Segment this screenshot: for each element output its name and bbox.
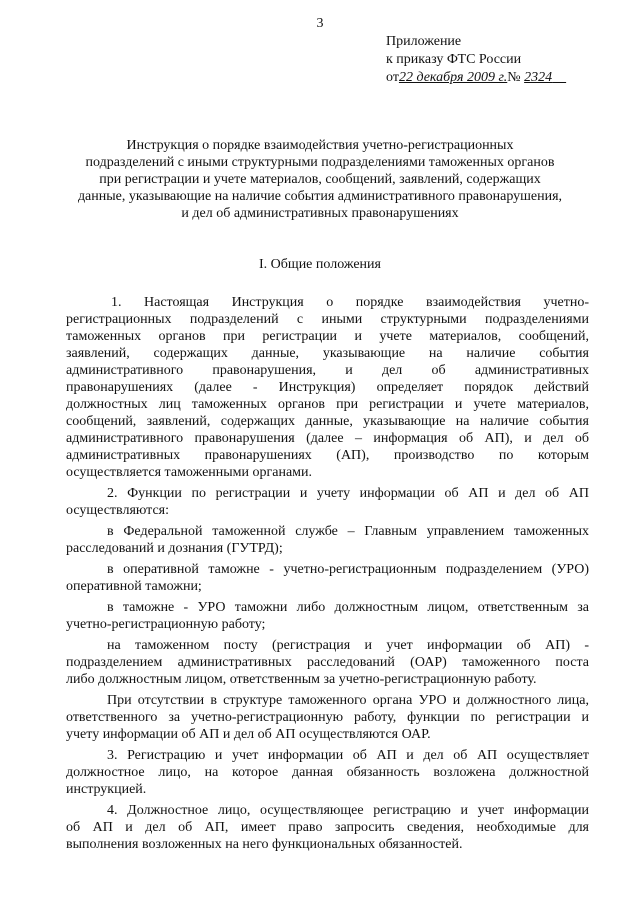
text-line: административного правонарушения, и дел об административных: [66, 363, 589, 378]
paragraph-4: [66, 802, 589, 853]
text-line: должностное лицо, на которое данная обязанность возложена должностной: [66, 765, 589, 780]
title-line: данные, указывающие на наличие события административного правонарушения,: [77, 189, 563, 204]
text-line: подразделением административных расследований (ОАР) таможенного поста: [66, 655, 589, 670]
page-number: 3: [316, 16, 324, 31]
text-line: об АП и дел об АП, имеет право запросить сведения, необходимые для: [66, 820, 589, 835]
text-line: должностных лиц таможенных органов при регистрации и учете материалов,: [66, 397, 589, 412]
text-line: административного правонарушения (далее – информация об АП), и дел об: [66, 431, 589, 446]
text-line: инструкцией.: [66, 782, 147, 797]
section-heading: I. Общие положения: [259, 257, 381, 272]
text-line: таможенных органов при регистрации и учете материалов, сообщений,: [66, 329, 589, 344]
appendix-order-date-line: [386, 69, 566, 87]
appendix-label: Приложение: [386, 34, 462, 49]
text-line: регистрационных подразделений с иными структурными подразделениями: [66, 312, 589, 327]
text-line: ответственного за учетно-регистрационную работу, функции по регистрации и: [66, 710, 589, 725]
paragraph-3: [66, 747, 589, 798]
appendix-order-reference: к приказу ФТС России: [386, 52, 522, 67]
text-line: учету информации об АП и дел об АП осуществляются ОАР.: [66, 727, 431, 742]
order-number-prefix: №: [507, 70, 521, 85]
title-line: и дел об административных правонарушениях: [181, 206, 459, 221]
text-line: административных правонарушениях (АП), производство по которым: [66, 448, 589, 463]
text-line: правонарушениях (далее - Инструкция) определяет порядок действий: [66, 380, 589, 395]
document-title: [60, 137, 580, 222]
text-line: 4. Должностное лицо, осуществляющее регистрацию и учет информации: [107, 803, 589, 818]
paragraph-federal-service: [66, 523, 589, 557]
text-line: учетно-регистрационную работу;: [66, 617, 266, 632]
paragraph-customs-post: [66, 637, 589, 688]
paragraph-2: [66, 485, 589, 519]
text-line: на таможенном посту (регистрация и учет информации об АП) -: [107, 638, 589, 653]
text-line: выполнения возложенных на него функциональных обязанностей.: [66, 837, 463, 852]
text-line: 1. Настоящая Инструкция о порядке взаимодействия учетно-: [111, 295, 589, 310]
title-line: при регистрации и учете материалов, сообщений, заявлений, содержащих: [99, 172, 541, 187]
text-line: сообщений, заявлений, содержащих данные, указывающие на наличие события: [66, 414, 589, 429]
text-line: расследований и дознания (ГУТРД);: [66, 541, 283, 556]
text-line: осуществляются:: [66, 503, 170, 518]
paragraph-absence: [66, 692, 589, 743]
text-line: При отсутствии в структуре таможенного органа УРО и должностного лица,: [107, 693, 589, 708]
paragraph-operative-customs: [66, 561, 589, 595]
text-line: заявлений, содержащих данные, указывающие на наличие события: [66, 346, 589, 361]
document-body: [66, 294, 589, 853]
text-line: 3. Регистрацию и учет информации об АП и дел об АП осуществляет: [107, 748, 589, 763]
title-line: Инструкция о порядке взаимодействия учетно-регистрационных: [126, 138, 514, 153]
paragraph-customs: [66, 599, 589, 633]
order-date: 22 декабря 2009 г.: [398, 70, 508, 85]
text-line: осуществляется таможенными органами.: [66, 465, 313, 480]
order-number-underline-tail: [552, 70, 566, 85]
text-line: в оперативной таможне - учетно-регистрационным подразделением (УРО): [107, 562, 589, 577]
order-number: 2324: [524, 70, 553, 85]
paragraph-1: [66, 294, 589, 481]
text-line: в Федеральной таможенной службе – Главным управлением таможенных: [107, 524, 589, 539]
text-line: оперативной таможни;: [66, 579, 202, 594]
text-line: 2. Функции по регистрации и учету информации об АП и дел об АП: [107, 486, 589, 501]
appendix-header: [386, 33, 566, 87]
text-line: либо должностным лицом, ответственным за учетно-регистрационную работу.: [66, 672, 537, 687]
order-date-prefix: от: [386, 70, 399, 85]
title-line: подразделений с иными структурными подразделениями таможенных органов: [85, 155, 555, 170]
text-line: в таможне - УРО таможни либо должностным лицом, ответственным за: [107, 600, 589, 615]
